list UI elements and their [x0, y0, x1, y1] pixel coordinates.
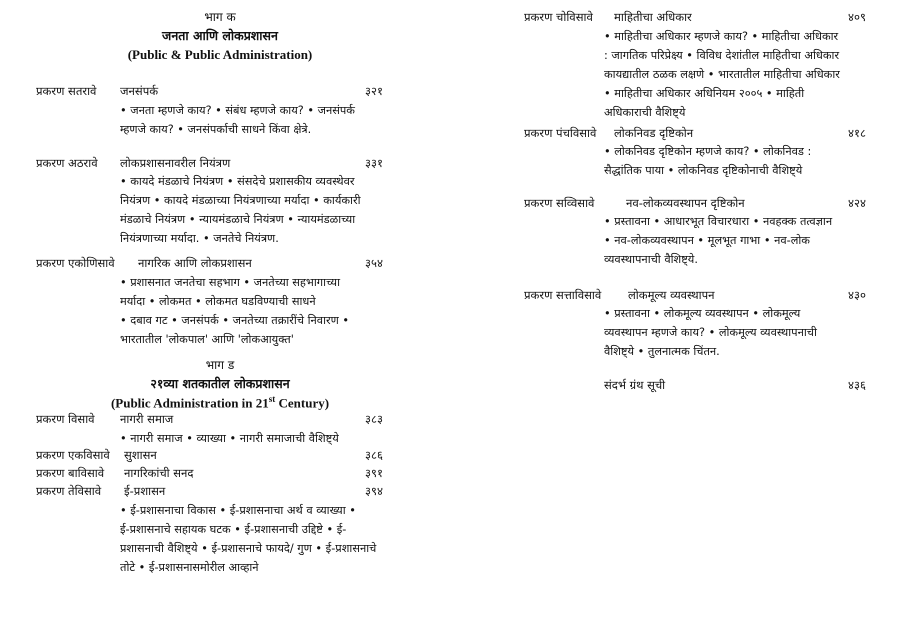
- chapter-title: लोकनिवड दृष्टिकोन: [614, 126, 694, 140]
- desc-line: • दबाव गट • जनसंपर्क • जनतेच्या तक्रारींचे निवारण •: [120, 314, 350, 327]
- chapter-number: प्रकरण तेविसावे: [36, 484, 102, 498]
- chapter-description: [604, 304, 817, 361]
- desc-line: • प्रशासनात जनतेचा सहभाग • जनतेच्या सहभागाच्या: [120, 276, 341, 289]
- chapter-title: नागरी समाज: [120, 412, 174, 426]
- chapter-number: प्रकरण एकविसावे: [36, 448, 110, 462]
- desc-line: • नागरी समाज • व्याख्या • नागरी समाजाची वैशिष्ट्ये: [120, 432, 339, 445]
- desc-line: म्हणजे काय? • जनसंपर्काची साधने किंवा क्षेत्रे.: [120, 123, 312, 136]
- chapter-number: प्रकरण एकोणिसावे: [36, 256, 115, 270]
- subtitle-superscript: st: [268, 394, 276, 404]
- chapter-description: [604, 27, 840, 122]
- chapter-number: प्रकरण सत्ताविसावे: [524, 288, 602, 302]
- page-number: ३९४: [365, 484, 383, 498]
- chapter-title: नागरिक आणि लोकप्रशासन: [138, 256, 252, 270]
- desc-line: कायद्यातील ठळक लक्षणे • भारतातील माहितीचा अधिकार: [604, 68, 840, 81]
- desc-line: : जागतिक परिप्रेक्ष्य • विविध देशांतील माहितीचा अधिकार: [604, 49, 840, 62]
- desc-line: • जनता म्हणजे काय? • संबंध म्हणजे काय? • जनसंपर्क: [120, 104, 355, 117]
- page-number: ३२१: [365, 84, 383, 98]
- desc-line: • नव-लोकव्यवस्थापन • मूलभूत गाभा • नव-लोक: [604, 234, 810, 247]
- subtitle-text: (Public Administration in 21: [110, 395, 269, 411]
- subtitle-text: Century): [275, 395, 330, 411]
- part-c-title: जनता आणि लोकप्रशासन: [162, 28, 278, 43]
- page-number: ३५४: [365, 256, 383, 270]
- chapter-description: [604, 212, 832, 269]
- desc-line: भारतातील 'लोकपाल' आणि 'लोकआयुक्त': [120, 333, 294, 346]
- chapter-number: प्रकरण बाविसावे: [36, 466, 105, 480]
- desc-line: प्रशासनाची वैशिष्ट्ये • ई-प्रशासनाचे फायदे/ गुण • ई-प्रशासनाचे: [120, 542, 377, 555]
- chapter-description: [120, 172, 361, 248]
- page-number: ३९१: [365, 466, 383, 480]
- desc-line: • माहितीचा अधिकार म्हणजे काय? • माहितीचा अधिकार: [604, 30, 839, 43]
- desc-line: तोटे • ई-प्रशासनासमोरील आव्हाने: [120, 561, 259, 574]
- desc-line: नियंत्रण • कायदे मंडळाच्या नियंत्रणाच्या मर्यादा • कार्यकारी: [120, 194, 361, 207]
- part-d-subtitle: [80, 394, 360, 411]
- chapter-title: नव-लोकव्यवस्थापन दृष्टिकोन: [626, 196, 745, 210]
- page-number: ४२४: [848, 196, 866, 210]
- desc-line: नियंत्रणाच्या मर्यादा. • जनतेचे नियंत्रण.: [120, 232, 279, 245]
- desc-line: व्यवस्थापन म्हणजे काय? • लोकमूल्य व्यवस्थापनाची: [604, 326, 817, 339]
- chapter-title: नागरिकांची सनद: [124, 466, 194, 480]
- page-number: ४१८: [848, 126, 866, 140]
- page-number: ४०९: [848, 10, 866, 24]
- part-c-label: भाग क: [204, 10, 236, 24]
- page-number: ४३०: [848, 288, 866, 302]
- page-number: ३८३: [365, 412, 383, 426]
- chapter-title: माहितीचा अधिकार: [614, 10, 692, 24]
- chapter-description: [120, 101, 355, 139]
- chapter-number: प्रकरण चोविसावे: [524, 10, 593, 24]
- chapter-description: [120, 501, 376, 577]
- desc-line: • प्रस्तावना • आधारभूत विचारधारा • नवहक्क तत्वज्ञान: [604, 215, 833, 228]
- chapter-description: [120, 273, 349, 349]
- chapter-number: प्रकरण अठरावे: [36, 156, 98, 170]
- chapter-number: प्रकरण विसावे: [36, 412, 95, 426]
- chapter-title: लोकमूल्य व्यवस्थापन: [628, 288, 715, 302]
- desc-line: वैशिष्ट्ये • तुलनात्मक चिंतन.: [604, 345, 720, 358]
- part-c-subtitle: (Public & Public Administration): [127, 47, 313, 62]
- desc-line: • प्रस्तावना • लोकमूल्य व्यवस्थापन • लोकमूल्य: [604, 307, 801, 320]
- part-d-title: २१व्या शतकातील लोकप्रशासन: [150, 376, 290, 391]
- page-number: ३३१: [365, 156, 383, 170]
- desc-line: मर्यादा • लोकमत • लोकमत घडविण्याची साधने: [120, 295, 316, 308]
- desc-line: अधिकाराची वैशिष्ट्ये: [604, 106, 686, 119]
- chapter-title: लोकप्रशासनावरील नियंत्रण: [120, 156, 231, 170]
- desc-line: ई-प्रशासनाचे सहायक घटक • ई-प्रशासनाची उद्दिष्टे • ई-: [120, 523, 347, 536]
- desc-line: मंडळाचे नियंत्रण • न्यायमंडळाचे नियंत्रण • न्यायमंडळाच्या: [120, 213, 356, 226]
- chapter-description: [604, 142, 811, 180]
- chapter-title: सुशासन: [124, 448, 157, 462]
- part-d-label: भाग ड: [205, 358, 235, 372]
- desc-line: सैद्धांतिक पाया • लोकनिवड दृष्टिकोनाची वैशिष्ट्ये: [604, 164, 803, 177]
- desc-line: • ई-प्रशासनाचा विकास • ई-प्रशासनाचा अर्थ व व्याख्या •: [120, 504, 356, 517]
- desc-line: • कायदे मंडळाचे नियंत्रण • संसदेचे प्रशासकीय व्यवस्थेवर: [120, 175, 355, 188]
- chapter-title: ई-प्रशासन: [124, 484, 166, 498]
- page-number: ४३६: [848, 378, 866, 392]
- desc-line: व्यवस्थापनाची वैशिष्ट्ये.: [604, 253, 698, 266]
- chapter-title: जनसंपर्क: [120, 84, 159, 98]
- bibliography-title: संदर्भ ग्रंथ सूची: [604, 378, 666, 392]
- chapter-number: प्रकरण सतरावे: [36, 84, 97, 98]
- desc-line: • माहितीचा अधिकार अधिनियम २००५ • माहिती: [604, 87, 805, 100]
- page-number: ३८६: [365, 448, 383, 462]
- chapter-number: प्रकरण सव्विसावे: [524, 196, 595, 210]
- chapter-number: प्रकरण पंचविसावे: [524, 126, 597, 140]
- desc-line: • लोकनिवड दृष्टिकोन म्हणजे काय? • लोकनिवड :: [604, 145, 812, 158]
